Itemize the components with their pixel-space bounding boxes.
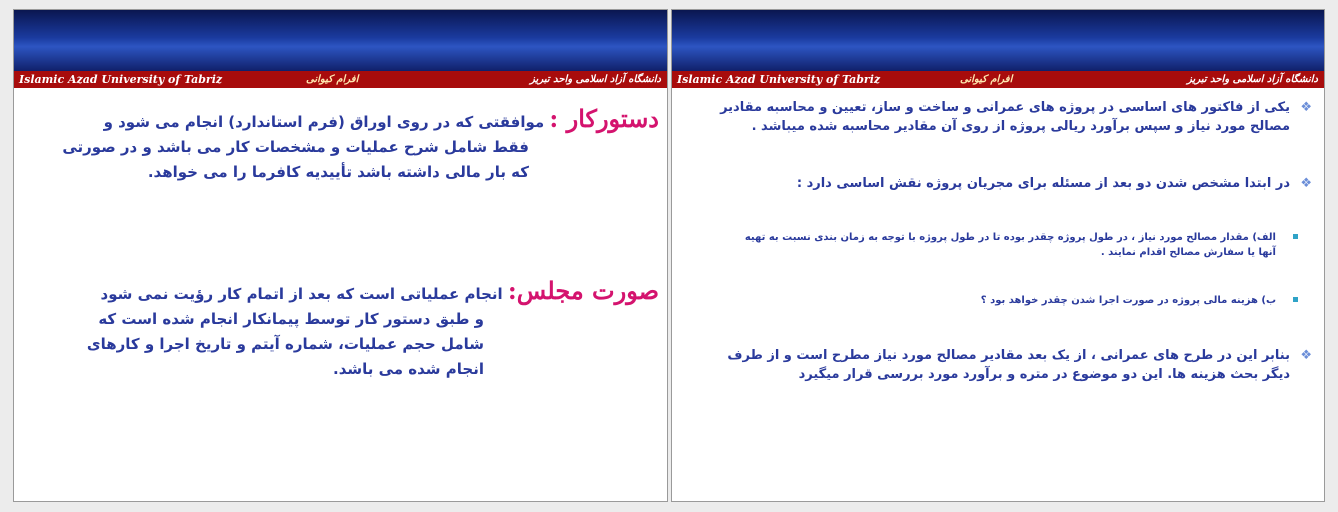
sub-bullet-item bbox=[736, 293, 1296, 308]
bullet-item bbox=[710, 98, 1310, 136]
diamond-cluster-icon: ❖ bbox=[1300, 348, 1312, 363]
definition-continuation: و طبق دستور کار توسط پیمانکار انجام شده است که شامل حجم عملیات، شماره آیتم و تاریخ اجرا و کارهای انجام شده می باشد. bbox=[86, 310, 484, 378]
bullet-text: ب) هزینه مالی پروژه در صورت اجرا شدن چقدر خواهد بود ؟ bbox=[980, 295, 1276, 306]
bullet-text: یکی از فاکتور های اساسی در پروژه های عمرانی و ساخت و ساز، تعیین و محاسبه مقادیر مصالح مورد نیاز و سپس برآورد ریالی پروژه از روی آن مقادیر محاسبه شده میباشد . bbox=[720, 100, 1290, 134]
definition-dastoorkar bbox=[59, 106, 659, 185]
definition-term: دستورکار : bbox=[549, 104, 659, 133]
bullet-text: در ابتدا مشخص شدن دو بعد از مسئله برای مجریان پروژه نقش اساسی دارد : bbox=[796, 176, 1290, 191]
slide-banner bbox=[672, 10, 1324, 71]
definition-first-line: موافقتی که در روی اوراق (فرم استاندارد) انجام می شود و bbox=[103, 113, 545, 131]
square-icon bbox=[1293, 297, 1298, 302]
author-name: افرام کیوانی bbox=[306, 74, 359, 85]
university-name-fa: دانشگاه آزاد اسلامی واحد تبریز bbox=[530, 74, 661, 85]
bullet-item bbox=[710, 346, 1310, 384]
sub-bullet-item bbox=[736, 230, 1296, 260]
definition-continuation: فقط شامل شرح عملیات و مشخصات کار می باشد و در صورتی که بار مالی داشته باشد تأییدیه کافرما را می خواهد. bbox=[62, 138, 529, 181]
author-name: افرام کیوانی bbox=[960, 74, 1013, 85]
slide-ribbon bbox=[672, 71, 1324, 88]
diamond-cluster-icon: ❖ bbox=[1300, 176, 1312, 191]
square-icon bbox=[1293, 234, 1298, 239]
slide-banner bbox=[14, 10, 667, 71]
bullet-text: الف) مقدار مصالح مورد نیاز ، در طول پروژه چقدر بوده تا در طول پروژه با توجه به زمان بندی نسبت به تهیه آنها یا سفارش مصالح اقدام نمایند . bbox=[744, 232, 1276, 258]
university-name-en: Islamic Azad University of Tabriz bbox=[19, 73, 223, 86]
definition-term: صورت مجلس: bbox=[507, 276, 659, 305]
diamond-cluster-icon: ❖ bbox=[1300, 100, 1312, 115]
definition-soorat-majles bbox=[59, 278, 659, 382]
bullet-item bbox=[710, 174, 1310, 193]
slide-ribbon bbox=[14, 71, 667, 88]
definition-first-line: انجام عملیاتی است که بعد از اتمام کار رؤیت نمی شود bbox=[100, 285, 503, 303]
university-name-en: Islamic Azad University of Tabriz bbox=[677, 73, 881, 86]
slide-left bbox=[13, 9, 668, 502]
university-name-fa: دانشگاه آزاد اسلامی واحد تبریز bbox=[1187, 74, 1318, 85]
slide-right bbox=[671, 9, 1325, 502]
bullet-text: بنابر این در طرح های عمرانی ، از یک بعد مقادیر مصالح مورد نیاز مطرح است و از طرف دیگر بحث هزینه ها. این دو موضوع در متره و برآورد مورد بررسی قرار میگیرد bbox=[727, 348, 1290, 382]
